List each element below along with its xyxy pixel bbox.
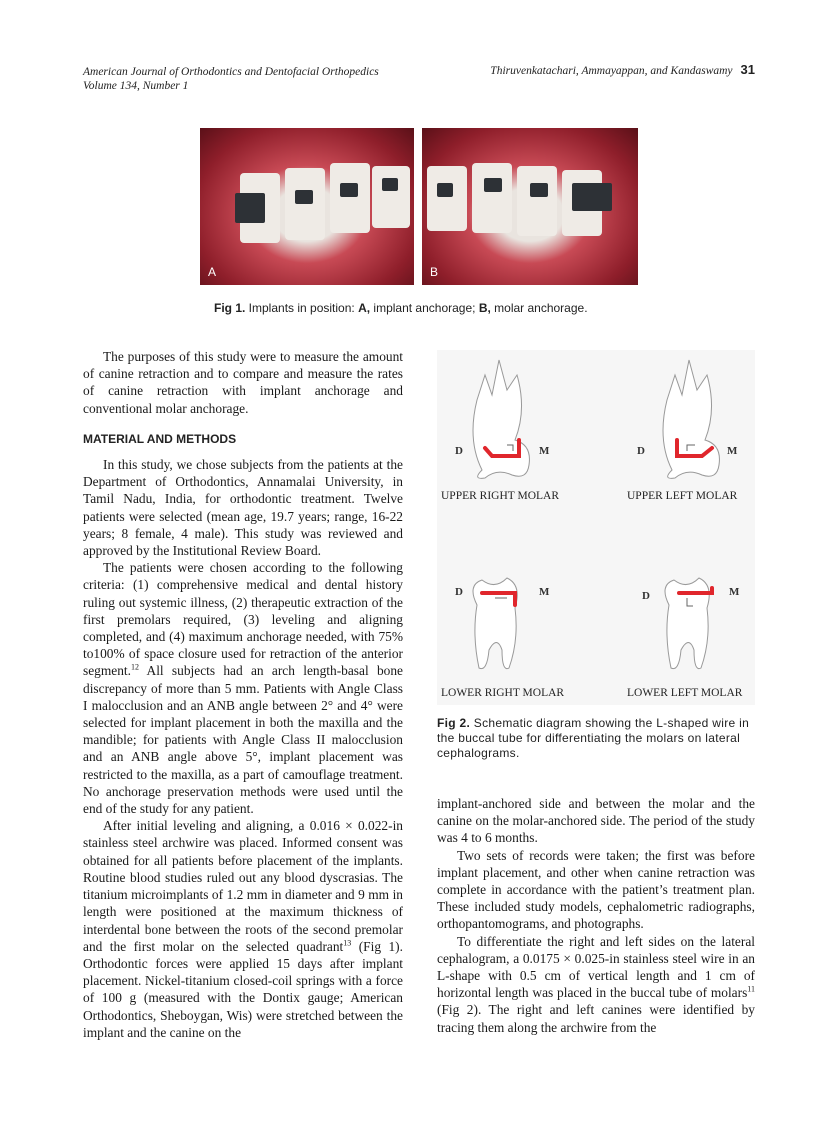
caption-label: Fig 1. [214,301,246,315]
panel-label-b: B [430,265,439,279]
label-upper-left-molar: UPPER LEFT MOLAR [627,490,738,502]
authors: Thiruvenkatachari, Ammayappan, and Kandaswamy [490,65,733,77]
section-heading: MATERIAL AND METHODS [83,431,237,446]
running-header-right [490,63,755,78]
label-lower-right-molar: LOWER RIGHT MOLAR [441,687,565,699]
mesial-label: M [539,445,550,457]
label-lower-left-molar: LOWER LEFT MOLAR [627,687,743,699]
running-header-left [83,65,379,93]
label-upper-right-molar: UPPER RIGHT MOLAR [441,490,559,502]
caption-label: Fig 2. [437,716,471,730]
distal-label: D [455,445,463,457]
upper-left-molar-icon [663,360,719,478]
text: The patients were chosen according to the following criteria: (1) comprehensive medical and dental history ruling out systemic illness, (2) therapeutic extraction of the first premolars required, (3) leveling and aligning completed, and (4) maximum anchorage needed, with 75% to100% of space closure used for retraction of the anterior segment. [83,560,403,679]
citation: 12 [130,662,139,672]
caption-text: Implants in position: [245,301,359,315]
caption-text: molar anchorage. [490,301,588,315]
paragraph [437,933,755,1036]
page-number: 31 [740,62,755,77]
photo-panel-b [422,128,638,285]
molar-diagrams [437,350,755,705]
text: To differentiate the right and left sides on the lateral cephalogram, a 0.0175 × 0.025-in stainless steel wire in an L-shape with 0.5 cm of vertical length and 1 cm of horizontal length was placed in the buccal tube of molars [437,933,755,1001]
text: (Fig 2). The right and left canines were identified by tracing them along the archwire from the [437,1002,755,1035]
distal-label: D [637,445,645,457]
text: (Fig 1). Orthodontic forces were applied 15 days after implant placement. Nickel-titanium closed-coil springs with a force of 100 g (measured with the Dontix gauge; American Orthodontics, Sheboygan, Wis) were stretched between the implant and the canine on the [83,938,403,1040]
journal-title: American Journal of Orthodontics and Dentofacial Orthopedics [83,66,379,78]
paragraph: In this study, we chose subjects from the patients at the Department of Orthodontics, Annamalai University, in Tamil Nadu, India, for orthodontic treatment. Twelve patients were selected (mean age, 19.7 years; range, 16-22 years; 8 female, 4 male). This study was reviewed and approved by the Institutional Review Board. [83,457,403,559]
right-column [437,795,755,1036]
paragraph: Two sets of records were taken; the first was before implant placement, and other when canine retraction was complete in accordance with the patient’s treatment plan. These included study models, cephalometric radiographs, orthopantomograms, and photographs. [437,847,755,932]
photo-panel-a [200,128,414,285]
figure-1-caption [214,301,588,315]
mesial-label: M [539,586,550,598]
text: After initial leveling and aligning, a 0.016 × 0.022-in stainless steel archwire was placed. Informed consent was obtained for all patients before placement of the implants. Routine blood studies ruled out any blood dyscrasias. The titanium microimplants of 1.2 mm in diameter and 9 mm in length were positioned at the maximum thickness of interdental bone between the roots of the second premolar and the first molar on the selected quadrant [83,818,403,954]
journal-volume: Volume 134, Number 1 [83,80,189,92]
citation: 13 [343,938,352,948]
text: All subjects had an arch length-basal bone discrepancy of more than 5 mm. Patients with Angle Class I malocclusion and an ANB angle between 2° and 4° were selected for implant placement in both the maxilla and the mandible; for patients with Angle Class II malocclusion and an ANB angle above 5°, implant placement was restricted to the maxilla, as a part of camouflage treatment. No anchorage preservation methods were used until the end of the study for any patient. [83,663,403,817]
mesial-label: M [729,586,740,598]
caption-a: A, [358,301,371,315]
caption-b: B, [478,301,491,315]
panel-label-a: A [208,265,217,279]
paragraph [83,817,403,1041]
figure-2-caption [437,716,757,761]
paragraph: The purposes of this study were to measure the amount of canine retraction and to compare and measure the rates of canine retraction with implant anchorage and conventional molar anchorage. [83,349,403,416]
citation: 11 [747,984,755,994]
paragraph [83,559,403,817]
left-column [83,348,403,1041]
caption-text: Schematic diagram showing the L-shaped wire in the buccal tube for differentiating the molars on lateral cephalograms. [437,716,750,760]
mesial-label: M [727,445,738,457]
distal-label: D [642,590,650,602]
figure-1-photo [200,128,638,285]
upper-right-molar-icon [473,360,529,478]
caption-text: implant anchorage; [370,301,479,315]
paragraph: implant-anchored side and between the molar and the canine on the molar-anchored side. The period of the study was 4 to 6 months. [437,796,755,846]
figure-2-diagram [437,350,755,705]
distal-label: D [455,586,463,598]
